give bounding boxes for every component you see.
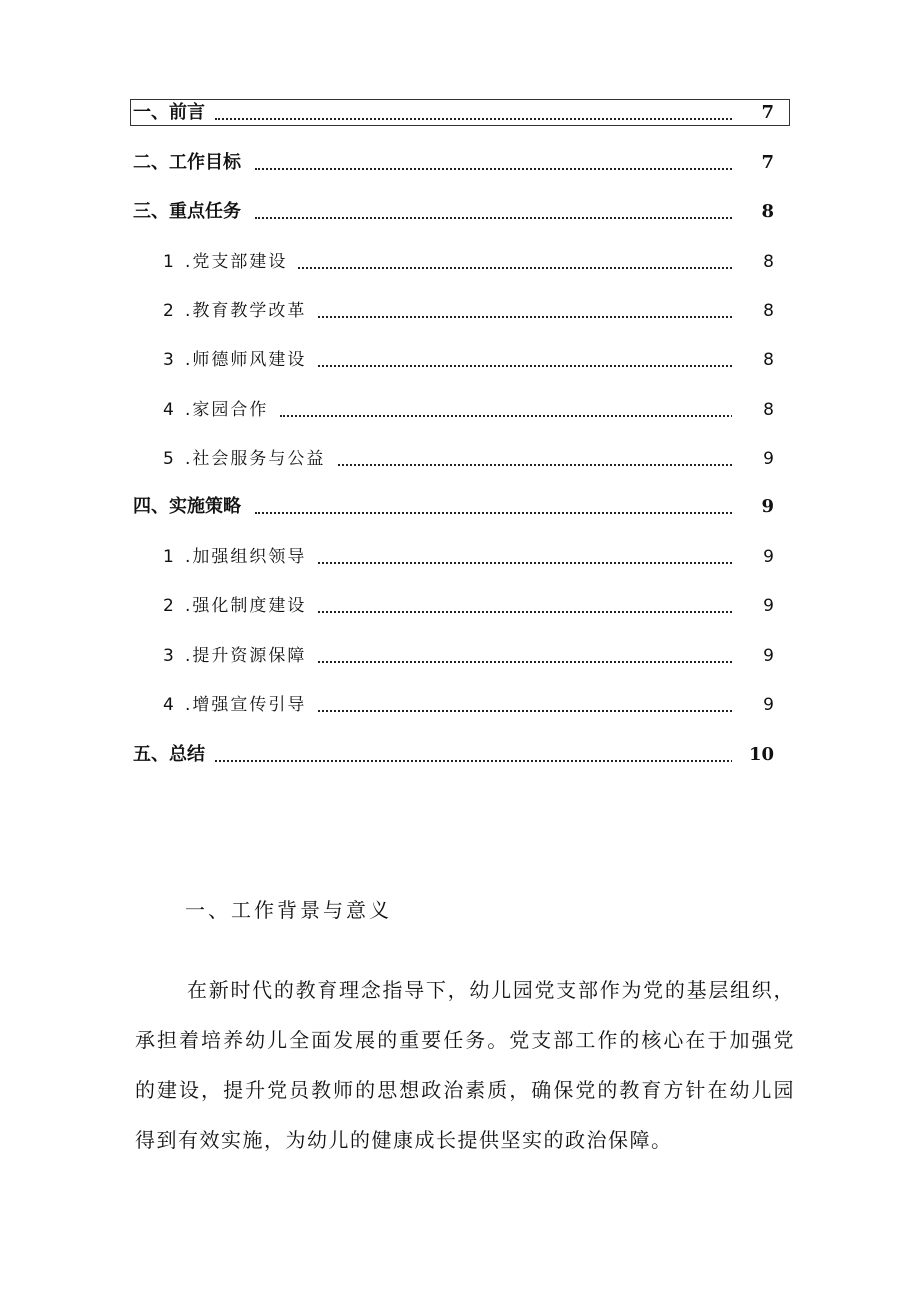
toc-leader-dots — [318, 296, 756, 318]
body-paragraph: 在新时代的教育理念指导下，幼儿园党支部作为党的基层组织，承担着培养幼儿全面发展的重要任务。党支部工作的核心在于加强党的建设，提升党员教师的思想政治素质，确保党的教育方针在幼儿园得到有效实施，为幼儿的健康成长提供坚实的政治保障。 — [135, 978, 795, 1152]
toc-entry-page: 9 — [732, 690, 774, 720]
toc-entry-page: 8 — [732, 247, 774, 277]
toc-entry-number: 1 — [163, 252, 176, 272]
toc-entry-number: 4 — [163, 400, 176, 420]
toc-leader-dots — [318, 641, 756, 663]
toc-entry[interactable] — [0, 148, 920, 178]
toc-entry-number: 3 — [163, 646, 176, 666]
toc-entry-page: 8 — [732, 296, 774, 326]
toc-entry[interactable] — [0, 542, 920, 572]
toc-entry-label: .党支部建设 — [185, 252, 288, 272]
toc-entry-page: 9 — [732, 444, 774, 474]
toc-entry-title — [163, 591, 308, 621]
toc-entry-number: 1 — [163, 547, 176, 567]
toc-leader-dots — [215, 740, 745, 762]
toc-entry[interactable] — [0, 247, 920, 277]
toc-entry[interactable] — [0, 444, 920, 474]
toc-entry-page: 8 — [732, 395, 774, 425]
toc-entry[interactable] — [0, 395, 920, 425]
toc-entry-page: 9 — [732, 492, 774, 522]
toc-entry-number: 3 — [163, 350, 176, 370]
toc-entry-title: 一、前言 — [133, 98, 207, 128]
toc-entry-page: 9 — [732, 641, 774, 671]
toc-leader-dots — [318, 542, 756, 564]
toc-entry-label: .师德师风建设 — [185, 350, 307, 370]
toc-entry-number: 5 — [163, 449, 176, 469]
toc-entry-title — [163, 395, 270, 425]
section-heading: 一、工作背景与意义 — [185, 898, 392, 922]
toc-entry[interactable] — [0, 345, 920, 375]
toc-entry-label: .社会服务与公益 — [185, 449, 326, 469]
toc-leader-dots — [215, 98, 755, 120]
toc-entry-number: 4 — [163, 695, 176, 715]
toc-entry-label: .加强组织领导 — [185, 547, 307, 567]
toc-entry-title — [163, 542, 308, 572]
toc-entry[interactable] — [0, 690, 920, 720]
toc-entry-title: 五、总结 — [133, 740, 207, 770]
toc-leader-dots — [318, 591, 756, 613]
toc-entry-label: .家园合作 — [185, 400, 269, 420]
toc-leader-dots — [255, 148, 755, 170]
toc-entry-label: .增强宣传引导 — [185, 695, 307, 715]
toc-entry-title: 二、工作目标 — [133, 148, 243, 178]
toc-entry[interactable] — [0, 641, 920, 671]
toc-entry-title — [163, 690, 308, 720]
toc-entry-label: .教育教学改革 — [185, 301, 307, 321]
toc-entry-page: 8 — [732, 345, 774, 375]
toc-leader-dots — [338, 444, 756, 466]
toc-entry-title — [163, 296, 308, 326]
toc-entry-page: 9 — [732, 591, 774, 621]
toc-leader-dots — [318, 690, 756, 712]
toc-entry-page: 7 — [732, 98, 774, 128]
toc-entry[interactable] — [0, 740, 920, 770]
toc-entry-number: 2 — [163, 596, 176, 616]
toc-entry-page: 10 — [732, 740, 774, 770]
toc-entry-title — [163, 641, 308, 671]
toc-entry-number: 2 — [163, 301, 176, 321]
toc-entry-page: 8 — [732, 197, 774, 227]
toc-entry[interactable] — [0, 197, 920, 227]
toc-entry[interactable] — [0, 591, 920, 621]
toc-leader-dots — [280, 395, 756, 417]
toc-entry[interactable] — [0, 296, 920, 326]
toc-entry-title: 四、实施策略 — [133, 492, 243, 522]
toc-entry-page: 9 — [732, 542, 774, 572]
toc-leader-dots — [255, 197, 755, 219]
toc-entry-title: 三、重点任务 — [133, 197, 243, 227]
toc-entry-label: .提升资源保障 — [185, 646, 307, 666]
toc-entry[interactable] — [0, 492, 920, 522]
toc-entry-title — [163, 247, 289, 277]
toc-leader-dots — [318, 345, 756, 367]
toc-entry-title — [163, 345, 308, 375]
toc-leader-dots — [298, 247, 756, 269]
toc-entry-label: .强化制度建设 — [185, 596, 307, 616]
toc-entry-page: 7 — [732, 148, 774, 178]
toc-entry[interactable] — [0, 98, 920, 128]
toc-leader-dots — [255, 492, 755, 514]
toc-entry-title — [163, 444, 327, 474]
